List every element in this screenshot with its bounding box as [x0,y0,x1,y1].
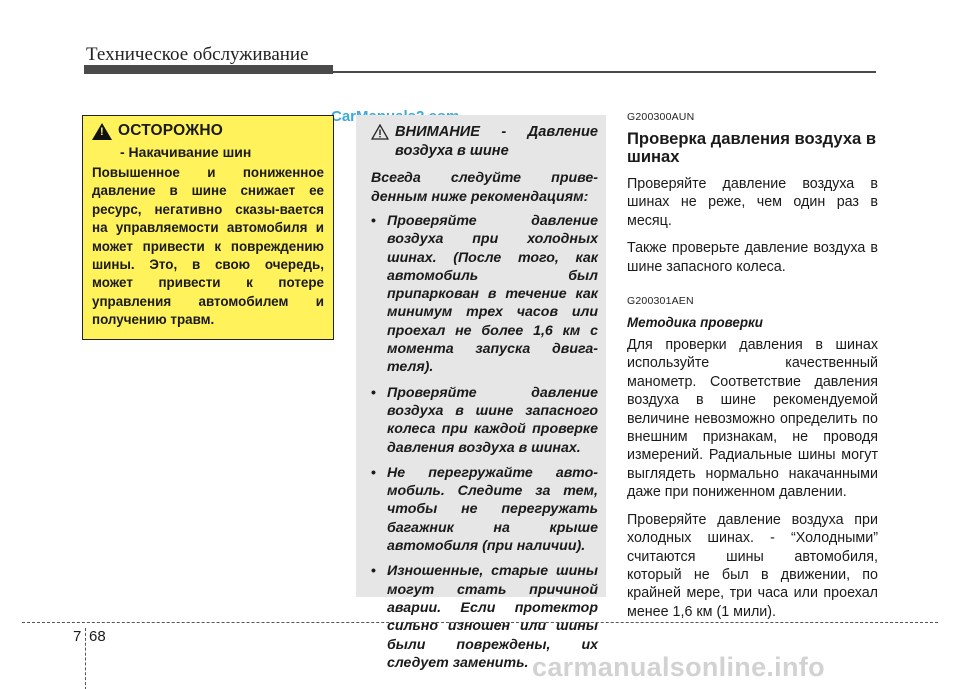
warning-body: Повышенное и пониженное давление в шине снижает ее ресурс, негативно сказы-вается на управляемости автомобиля и может привести к повреждению шины. Это, в свою очередь, может привести к потере управления автомобилем и получению травм. [92,165,324,328]
bullet-icon: • [371,213,376,229]
page-number: 68 [89,628,106,645]
bullet-icon: • [371,464,376,481]
warning-subtitle: - Накачивание шин [120,144,252,160]
bullet-icon: • [371,563,376,580]
paragraph: Для проверки давления в шинах используйте качественный манометр. Соответствие давления воздуха в шине рекомендуемой величине невозможно определить по внешним признакам, не проводя измерений. Радиальные шины могут выглядеть нормально накачанными даже при пониженном давлении. [627,337,878,501]
footer-divider [22,622,938,623]
page-header-title: Техническое обслуживание [86,44,309,65]
caution-list-item: • Не перегружайте авто-мобиль. Следите за тем, чтобы не перегружать багажник на крыше автомобиля (при наличии). [371,464,598,555]
paragraph: Также проверьте давление воздуха в шине запасного колеса. [627,240,878,275]
section-number: 7 [73,628,82,645]
warning-triangle-icon [92,123,112,140]
warning-title: ОСТОРОЖНО [118,122,224,139]
warning-header [92,122,324,140]
caution-list-item: • Изношенные, старые шины могут стать причиной аварии. Если протектор сильно изношен или шины были повреждены, их следует заменить. [371,563,598,671]
subsection-code: G200301AEN [627,295,694,308]
caution-list [371,212,598,672]
section-code: G200300AUN [627,111,695,123]
caution-title: ВНИМАНИЕ - Давление воздуха в шине [395,124,598,159]
page-number-divider [85,628,86,689]
main-text-column [627,111,878,621]
warning-box [82,115,334,340]
subsection-title: Методика проверки [627,315,763,331]
bullet-icon: • [371,384,376,401]
paragraph: Проверяйте давление воздуха при холодных шинах. - “Холодными” считаются шины автомобиля, который не был в движении, по крайней мере, три часа или проехал менее 1,6 км (1 мили). [627,511,878,620]
caution-intro: Всегда следуйте приве-денным ниже рекомендациям: [371,170,598,205]
section-title: Проверка давления воздуха в шинах [627,129,877,166]
caution-box [356,115,606,671]
watermark-bottom: carmanualsonline.info [532,652,825,682]
caution-list-item: • Проверяйте давление воздуха при холодных шинах. (После того, как автомобиль был припаркован в течение как минимум трех часов или проехал не более 1,6 км с момента запуска двига-теля). [371,213,598,376]
paragraph: Проверяйте давление воздуха в шинах не реже, чем один раз в месяц. [627,176,878,229]
caution-triangle-icon [371,124,389,140]
header-rule [333,71,876,73]
header-bar [84,65,333,74]
caution-header [371,123,598,160]
caution-list-item: • Проверяйте давление воздуха в шине запасного колеса при каждой проверке давления воздуха в шинах. [371,384,598,456]
